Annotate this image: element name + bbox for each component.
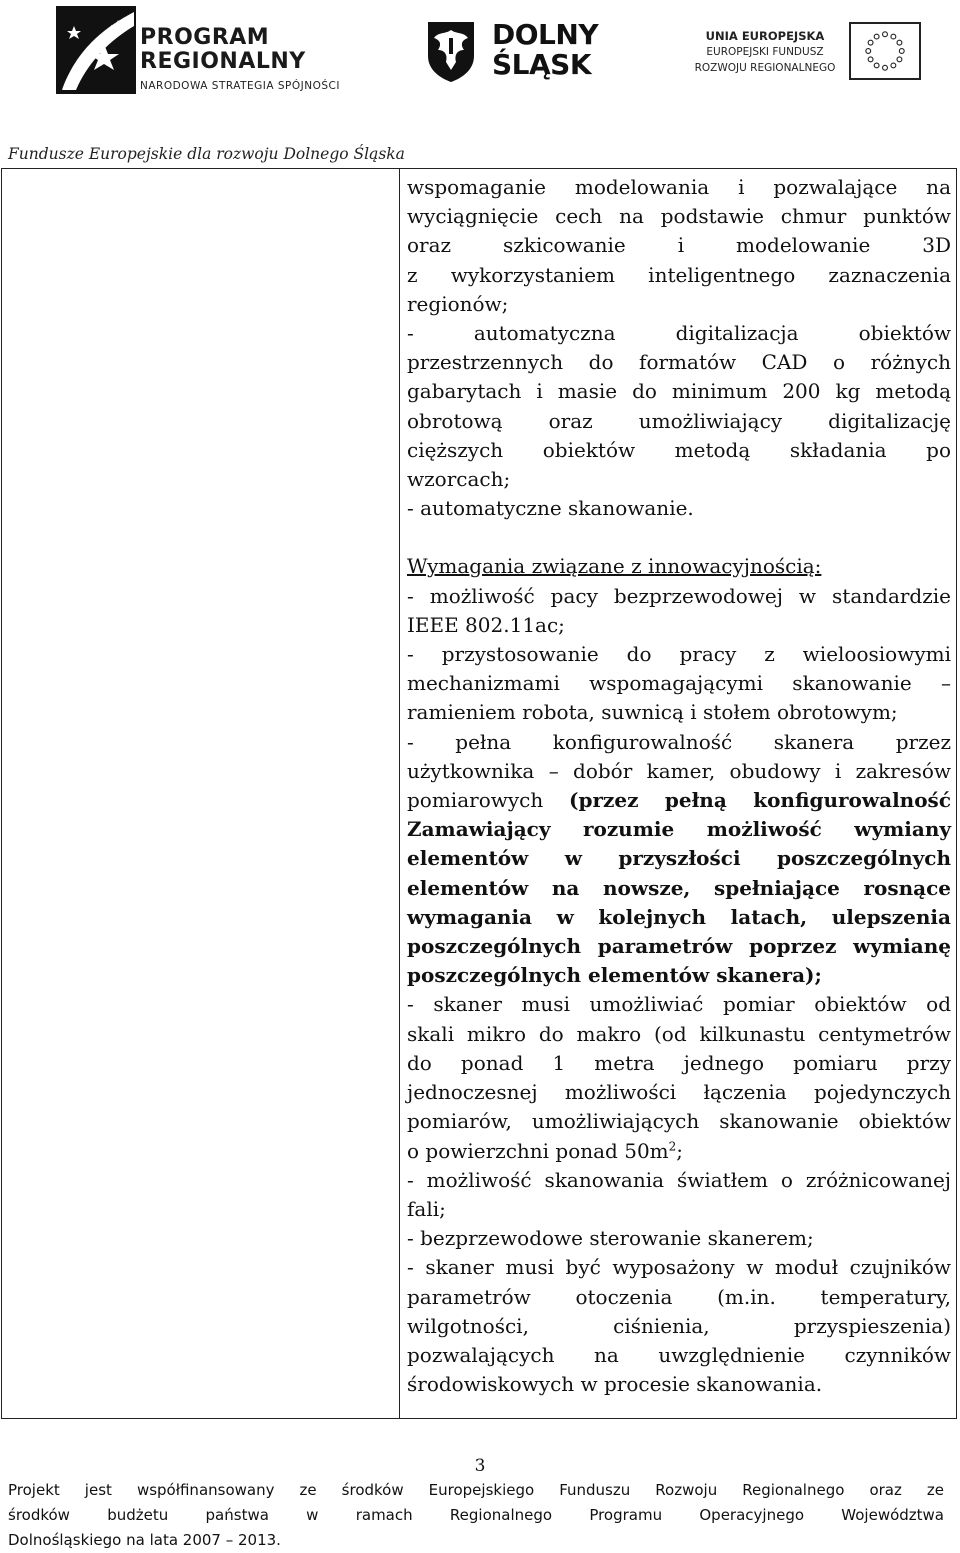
configurability-bold-paragraph — [407, 815, 951, 990]
eu-logo-line2: EUROPEJSKI FUNDUSZ — [706, 46, 824, 58]
measurement-line: jednoczesnej możliwości łączenia pojedynczych — [407, 1080, 951, 1105]
configurability-bold-first: (przez pełną konfigurowalność — [569, 788, 951, 813]
features-line: z wykorzystaniem inteligentnego zaznaczenia — [407, 262, 951, 287]
features-line: regionów; — [407, 291, 509, 316]
configurability-bold-line: elementów w przyszłości poszczególnych — [407, 846, 951, 871]
footer-line-2: środków budżetu państwa w ramach Regionalnego Programu Operacyjnego Województwa — [8, 1506, 944, 1524]
measurement-line: do ponad 1 metra jednego pomiaru przy — [407, 1050, 951, 1075]
innovation-line: mechanizmami wspomagającymi skanowanie – — [407, 671, 951, 696]
innovation-line: - możliwość pacy bezprzewodowej w standardzie — [407, 583, 951, 608]
measurement-line: pomiarów, umożliwiających skanowanie obiektów — [407, 1109, 951, 1134]
features-paragraph — [407, 173, 951, 523]
eagle-crest-icon — [424, 20, 478, 82]
configurability-bold-line: wymagania w kolejnych latach, ulepszenia — [407, 904, 951, 929]
configurability-normal-text: pomiarowych — [407, 788, 570, 813]
features-line: cięższych obiektów metodą składania po — [407, 437, 951, 462]
additional-line: - możliwość skanowania światłem o zróżnicowanej — [407, 1167, 951, 1192]
dolny-logo-line1: DOLNY — [492, 18, 599, 51]
features-line: - automatyczna digitalizacja obiektów — [407, 321, 951, 346]
additional-line: parametrów otoczenia (m.in. temperatury, — [407, 1284, 951, 1309]
features-line: - automatyczne skanowanie. — [407, 496, 694, 521]
surface-area-end: ; — [676, 1138, 684, 1163]
program-logo-line1: PROGRAM — [140, 25, 270, 50]
table-left-cell — [2, 169, 400, 1418]
eu-logo-line3: ROZWOJU REGIONALNEGO — [694, 62, 836, 74]
additional-line: - skaner musi być wyposażony w moduł czujników — [407, 1255, 951, 1280]
measurement-range-paragraph — [407, 990, 951, 1136]
features-line: wspomaganie modelowania i pozwalające na — [407, 175, 951, 199]
program-logo-line3: NARODOWA STRATEGIA SPÓJNOŚCI — [140, 80, 340, 92]
configurability-bold-line: poszczególnych parametrów poprzez wymianę — [407, 934, 951, 959]
page-number: 3 — [474, 1456, 486, 1476]
program-regionalny-logo — [48, 6, 358, 94]
innovation-heading: Wymagania związane z innowacyjnością: — [407, 554, 822, 579]
measurement-line: skali mikro do makro (od kilkunastu centymetrów — [407, 1021, 951, 1046]
funding-footer — [8, 1478, 944, 1553]
innovation-requirements — [407, 582, 951, 786]
additional-line: fali; — [407, 1196, 446, 1221]
innovation-line: IEEE 802.11ac; — [407, 612, 565, 637]
footer-line-1: Projekt jest współfinansowany ze środków Europejskiego Funduszu Rozwoju Regionalnego oraz ze — [8, 1481, 944, 1499]
program-logo-line2: REGIONALNY — [140, 49, 306, 74]
eu-fund-logo — [685, 22, 940, 82]
additional-line: środowiskowych w procesie skanowania. — [407, 1372, 823, 1397]
configurability-bold-line: elementów na nowsze, spełniające rosnące — [407, 875, 951, 900]
features-line: oraz szkicowanie i modelowanie 3D — [407, 233, 951, 258]
additional-requirements — [407, 1166, 951, 1400]
additional-line: - bezprzewodowe sterowanie skanerem; — [407, 1226, 814, 1251]
configurability-bold-line: Zamawiający rozumie możliwość wymiany — [407, 817, 951, 842]
configurability-line — [407, 786, 951, 815]
dolny-logo-line2: ŚLĄSK — [492, 48, 592, 81]
configurability-bold-line: poszczególnych elementów skanera); — [407, 963, 822, 988]
eu-logo-line1: UNIA EUROPEJSKA — [705, 29, 825, 43]
innovation-line: użytkownika – dobór kamer, obudowy i zakresów — [407, 758, 951, 783]
features-line: wyciągnięcie cech na podstawie chmur punktów — [407, 204, 951, 229]
surface-area-line — [407, 1137, 951, 1166]
measurement-line: - skaner musi umożliwiać pomiar obiektów od — [407, 992, 951, 1017]
star-swirl-icon — [48, 6, 144, 94]
features-line: gabarytach i masie do minimum 200 kg metodą — [407, 379, 951, 404]
features-line: wzorcach; — [407, 467, 511, 492]
dolny-slask-logo — [424, 20, 624, 86]
additional-line: pozwalających na uwzględnienie czynników — [407, 1342, 951, 1367]
additional-line: wilgotności, ciśnienia, przyspieszenia) — [407, 1313, 951, 1338]
surface-area-text: o powierzchni ponad 50m — [407, 1138, 669, 1163]
requirements-table — [1, 168, 957, 1419]
footer-line-3: Dolnośląskiego na lata 2007 – 2013. — [8, 1531, 281, 1549]
eu-flag-stars-icon — [849, 22, 921, 80]
running-header-title: Fundusze Europejskie dla rozwoju Dolnego Śląska — [8, 145, 405, 163]
features-line: obrotową oraz umożliwiający digitalizację — [407, 408, 951, 433]
surface-area-superscript: 2 — [668, 1138, 677, 1153]
innovation-line: - przystosowanie do pracy z wieloosiowymi — [407, 642, 951, 667]
features-line: przestrzennych do formatów CAD o różnych — [407, 350, 951, 375]
innovation-line: ramieniem robota, suwnicą i stołem obrotowym; — [407, 700, 898, 725]
logo-header — [0, 0, 960, 100]
innovation-line: - pełna konfigurowalność skanera przez — [407, 729, 951, 754]
table-right-cell — [407, 173, 951, 1399]
